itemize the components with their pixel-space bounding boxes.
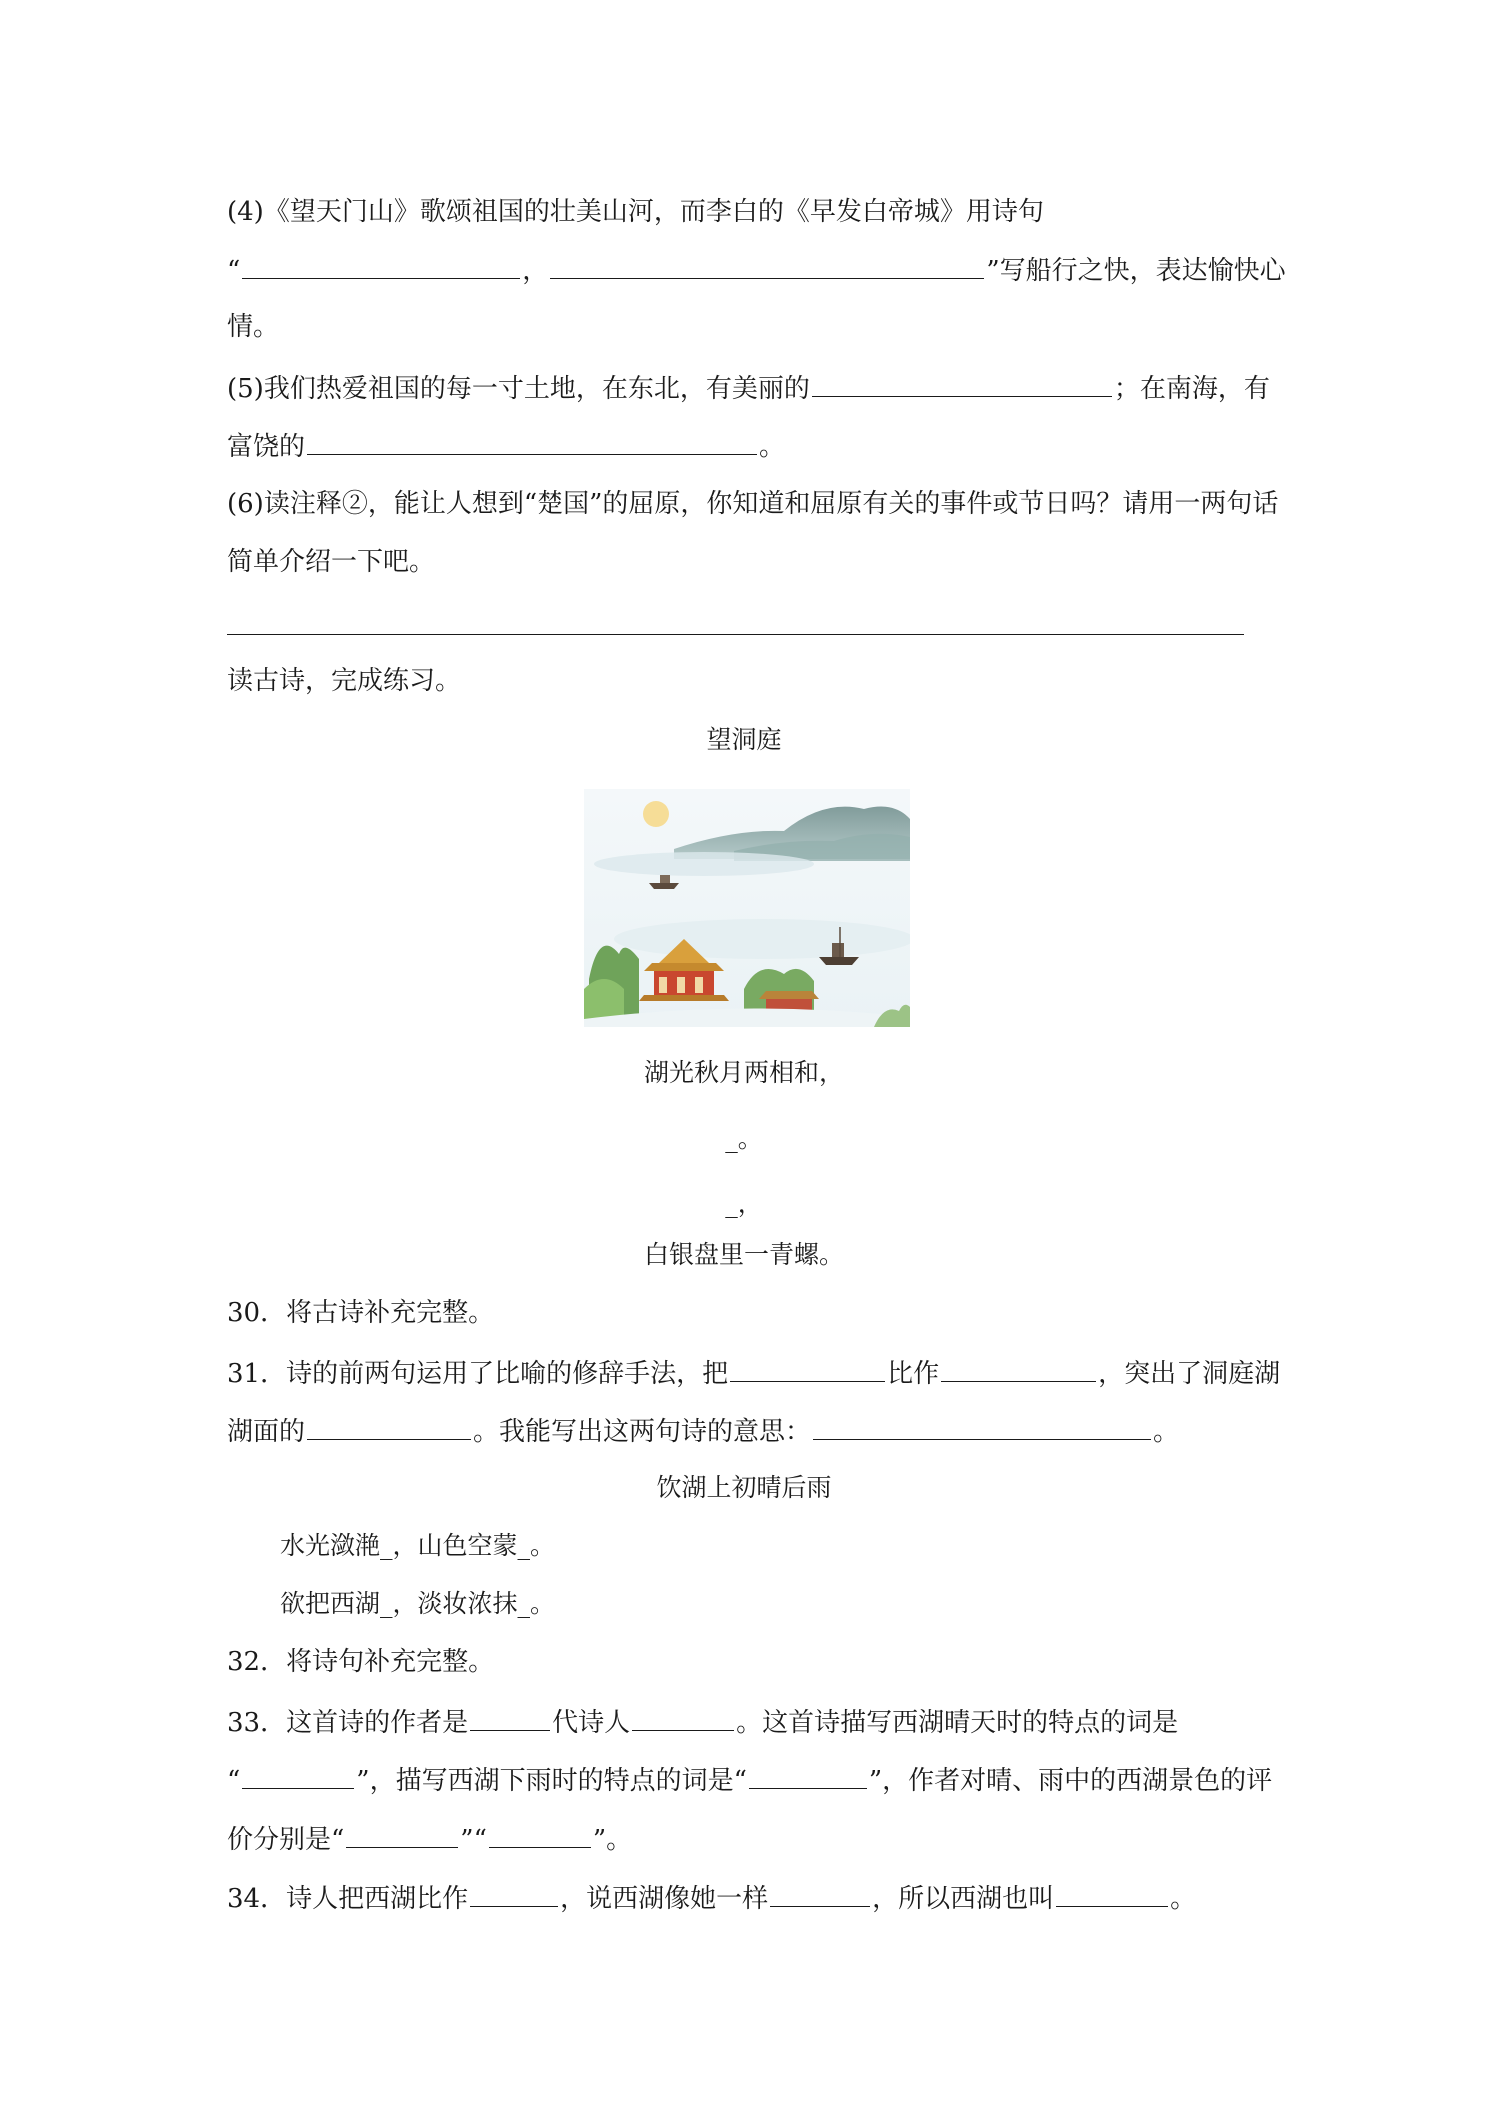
answer-blank[interactable]: [242, 1762, 354, 1789]
answer-blank[interactable]: [242, 252, 520, 279]
answer-blank[interactable]: [770, 1880, 870, 1907]
answer-blank[interactable]: [307, 428, 757, 455]
poem-line-3: _，: [725, 1189, 763, 1218]
answer-blank[interactable]: [749, 1762, 867, 1789]
answer-blank[interactable]: [307, 1413, 471, 1440]
answer-blank[interactable]: [941, 1355, 1096, 1382]
poem2-title: 饮湖上初晴后雨: [656, 1473, 832, 1502]
answer-blank[interactable]: [812, 370, 1112, 397]
answer-blank[interactable]: [470, 1880, 558, 1907]
poem-line-2: _。: [725, 1124, 763, 1153]
q4-line1: (4)《望天门山》歌颂祖国的壮美山河，而李白的《早发白帝城》用诗句: [227, 197, 1044, 227]
poem-title: 望洞庭: [706, 725, 782, 754]
q31-line2: 湖面的 。我能写出这两句诗的意思： 。: [227, 1413, 1179, 1449]
q4-line3: 情。: [227, 312, 280, 342]
q33-line3: 价分别是“ ”“ ”。: [227, 1821, 632, 1857]
answer-line[interactable]: [227, 634, 1244, 635]
answer-blank[interactable]: [550, 252, 984, 279]
q31-line1: 31．诗的前两句运用了比喻的修辞手法，把 比作 ，突出了洞庭湖: [227, 1355, 1280, 1391]
answer-blank[interactable]: [489, 1821, 591, 1848]
answer-blank[interactable]: [1056, 1880, 1168, 1907]
q32: 32．将诗句补充完整。: [227, 1647, 495, 1677]
q34: 34．诗人把西湖比作 ，说西湖像她一样 ，所以西湖也叫 。: [227, 1880, 1196, 1916]
q6-line2: 简单介绍一下吧。: [227, 547, 436, 577]
answer-blank[interactable]: [470, 1704, 550, 1731]
poem2-line-1: 水光潋滟_，山色空蒙_。: [280, 1531, 556, 1560]
q33-line1: 33．这首诗的作者是 代诗人 。这首诗描写西湖晴天时的特点的词是: [227, 1704, 1178, 1740]
poem-illustration: [584, 789, 910, 1027]
poem2-line-2: 欲把西湖_，淡妆浓抹_。: [280, 1589, 556, 1618]
poem-line-1: 湖光秋月两相和，: [643, 1058, 844, 1087]
answer-blank[interactable]: [346, 1821, 458, 1848]
poem-line-4: 白银盘里一青螺。: [643, 1240, 844, 1269]
q4-line2: “ ， ”写船行之快，表达愉快心: [227, 252, 1286, 288]
q6-line1: (6)读注释②，能让人想到“楚国”的屈原，你知道和屈原有关的事件或节日吗？请用一两句话: [227, 489, 1279, 519]
section-intro: 读古诗，完成练习。: [227, 666, 462, 696]
answer-blank[interactable]: [730, 1355, 885, 1382]
answer-blank[interactable]: [813, 1413, 1151, 1440]
q33-line2: “ ”，描写西湖下雨时的特点的词是“ ”，作者对晴、雨中的西湖景色的评: [227, 1762, 1272, 1798]
q5-line1: (5)我们热爱祖国的每一寸土地，在东北，有美丽的 ；在南海，有: [227, 370, 1270, 406]
q5-line2: 富饶的 。: [227, 428, 785, 464]
q30: 30．将古诗补充完整。: [227, 1298, 495, 1328]
answer-blank[interactable]: [632, 1704, 734, 1731]
